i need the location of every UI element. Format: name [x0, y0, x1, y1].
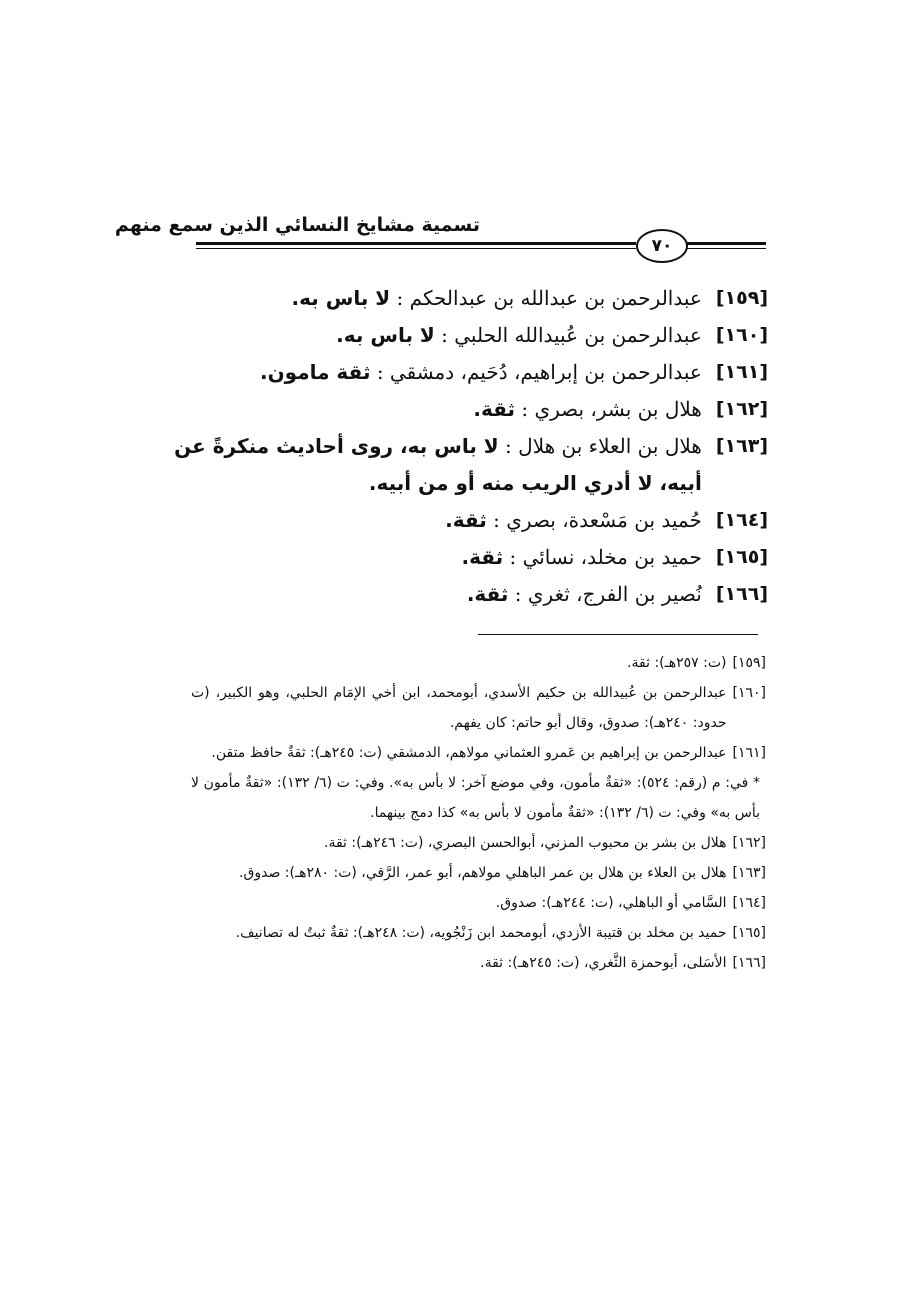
footnote-number: [١٥٩] [732, 655, 766, 671]
entry-number: [١٦٣] [715, 435, 768, 457]
header-rule-right [684, 242, 766, 245]
entry-verdict: ثقة. [466, 582, 509, 606]
entry-name: نُصير بن الفرج، ثغري [527, 582, 702, 606]
footnote-text: * في: م (رقم: ٥٢٤): «ثقةٌ مأمون، وفي موضع آخر: لا بأس به». وفي: ت (٦/ ١٣٢): «ثقةٌ مأمون لا بأس به» وفي: ت (٦/ ١٣٢): «ثقةٌ مأمون لا بأس به» كذا دمج بينهما. [191, 775, 760, 821]
entry-name: عبدالرحمن بن عُبيدالله الحلبي [454, 323, 702, 347]
header-rule-left-thin [196, 248, 636, 249]
entry-166 [188, 576, 768, 613]
entry-name: حميد بن مخلد، نسائي [522, 545, 702, 569]
entry-verdict: لا باس به. [336, 323, 435, 347]
running-title: تسمية مشايخ النسائي الذين سمع منهم [114, 214, 480, 236]
footnote-161 [191, 738, 766, 768]
footnote-number: [١٦٤] [732, 895, 766, 911]
footnote-text: عبدالرحمن بن إبراهيم بن عَمرو العثماني مولاهم، الدمشقي (ت: ٢٤٥هـ): ثقةٌ حافظ متقن. [211, 745, 727, 761]
entry-number: [١٦٠] [715, 324, 768, 346]
footnote-number: [١٦٥] [732, 925, 766, 941]
footnote-166 [191, 948, 766, 978]
entry-number: [١٦٢] [715, 398, 768, 420]
entry-number: [١٦٦] [715, 583, 768, 605]
entry-160 [188, 317, 768, 354]
footnote-text: عبدالرحمن بن عُبيدالله بن حكيم الأسدي، أبومحمد، ابن أخي الإمَام الحلبي، وهو الكبير، (ت حدود: ٢٤٠هـ): صدوق، وقال أبو حاتم: كان يفهم. [191, 685, 727, 731]
page-number: ٧٠ [636, 229, 688, 263]
entry-separator: : [486, 508, 507, 532]
entry-separator: : [503, 545, 523, 569]
entry-text [188, 354, 702, 391]
entry-verdict: ثقة. [445, 508, 487, 532]
entry-163 [128, 428, 768, 502]
entry-161 [188, 354, 768, 391]
entries-list [174, 280, 768, 613]
footnote-number: [١٦٠] [732, 685, 766, 701]
header-rule-left [196, 242, 636, 245]
entry-text [188, 539, 702, 576]
footnote-text: هلال بن بشر بن محبوب المزني، أبوالحسن البصري، (ت: ٢٤٦هـ): ثقة. [324, 835, 727, 851]
entry-number: [١٦٤] [715, 509, 768, 531]
entry-text [188, 280, 702, 317]
footnote-text: (ت: ٢٥٧هـ): ثقة. [627, 655, 727, 671]
entry-separator: : [370, 360, 390, 384]
entry-text [188, 317, 702, 354]
entry-name: حُميد بن مَسْعدة، بصري [506, 508, 702, 532]
entry-text [128, 428, 702, 502]
footnote-161-remark [191, 768, 766, 828]
entry-separator: : [390, 286, 410, 310]
entry-name: عبدالرحمن بن عبدالله بن عبدالحكم [409, 286, 702, 310]
entry-verdict: لا باس به، روى أحاديث منكرةً عن أبيه، لا أدري الريب منه أو من أبيه. [174, 434, 702, 495]
entry-verdict: لا باس به. [291, 286, 391, 310]
footnote-text: حميد بن مخلد بن قتيبة الأزدي، أبومحمد ابن زَنْجُويه، (ت: ٢٤٨هـ): ثقةٌ ثبتٌ له تصانيف. [235, 925, 727, 941]
entry-number: [١٦١] [715, 361, 768, 383]
entry-164 [188, 502, 768, 539]
footnote-separator [478, 634, 758, 635]
entry-text [188, 502, 702, 539]
footnote-162 [191, 828, 766, 858]
entry-name: عبدالرحمن بن إبراهيم، دُحَيم، دمشقي [389, 360, 702, 384]
entry-verdict: ثقة. [461, 545, 504, 569]
footnote-number: [١٦٢] [732, 835, 766, 851]
footnote-164 [191, 888, 766, 918]
entry-165 [188, 539, 768, 576]
entry-separator: : [498, 434, 519, 458]
footnote-160 [191, 678, 766, 738]
entry-separator: : [508, 582, 528, 606]
entry-name: هلال بن العلاء بن هلال [518, 434, 702, 458]
footnote-text: هلال بن العلاء بن هلال بن عمر الباهلي مولاهم، أبو عمر، الرَّقي، (ت: ٢٨٠هـ): صدوق. [239, 865, 727, 881]
entry-number: [١٦٥] [715, 546, 768, 568]
footnote-163 [191, 858, 766, 888]
footnote-number: [١٦١] [732, 745, 766, 761]
footnotes [191, 648, 766, 978]
entry-name: هلال بن بشر، بصري [534, 397, 702, 421]
footnote-text: السَّامي أو الباهلي، (ت: ٢٤٤هـ): صدوق. [495, 895, 727, 911]
footnote-number: [١٦٣] [732, 865, 766, 881]
entry-separator: : [515, 397, 535, 421]
entry-separator: : [434, 323, 455, 347]
entry-verdict: ثقة مامون. [259, 360, 371, 384]
footnote-165 [191, 918, 766, 948]
entry-number: [١٥٩] [715, 287, 768, 309]
entry-text [188, 391, 702, 428]
footnote-number: [١٦٦] [732, 955, 766, 971]
header-rule-right-thin [684, 248, 766, 249]
entry-159 [188, 280, 768, 317]
footnote-159 [191, 648, 766, 678]
entry-text [188, 576, 702, 613]
entry-162 [188, 391, 768, 428]
footnote-text: الأسَلى، أبوحمزة الثَّغري، (ت: ٢٤٥هـ): ثقة. [480, 955, 727, 971]
entry-verdict: ثقة. [473, 397, 515, 421]
